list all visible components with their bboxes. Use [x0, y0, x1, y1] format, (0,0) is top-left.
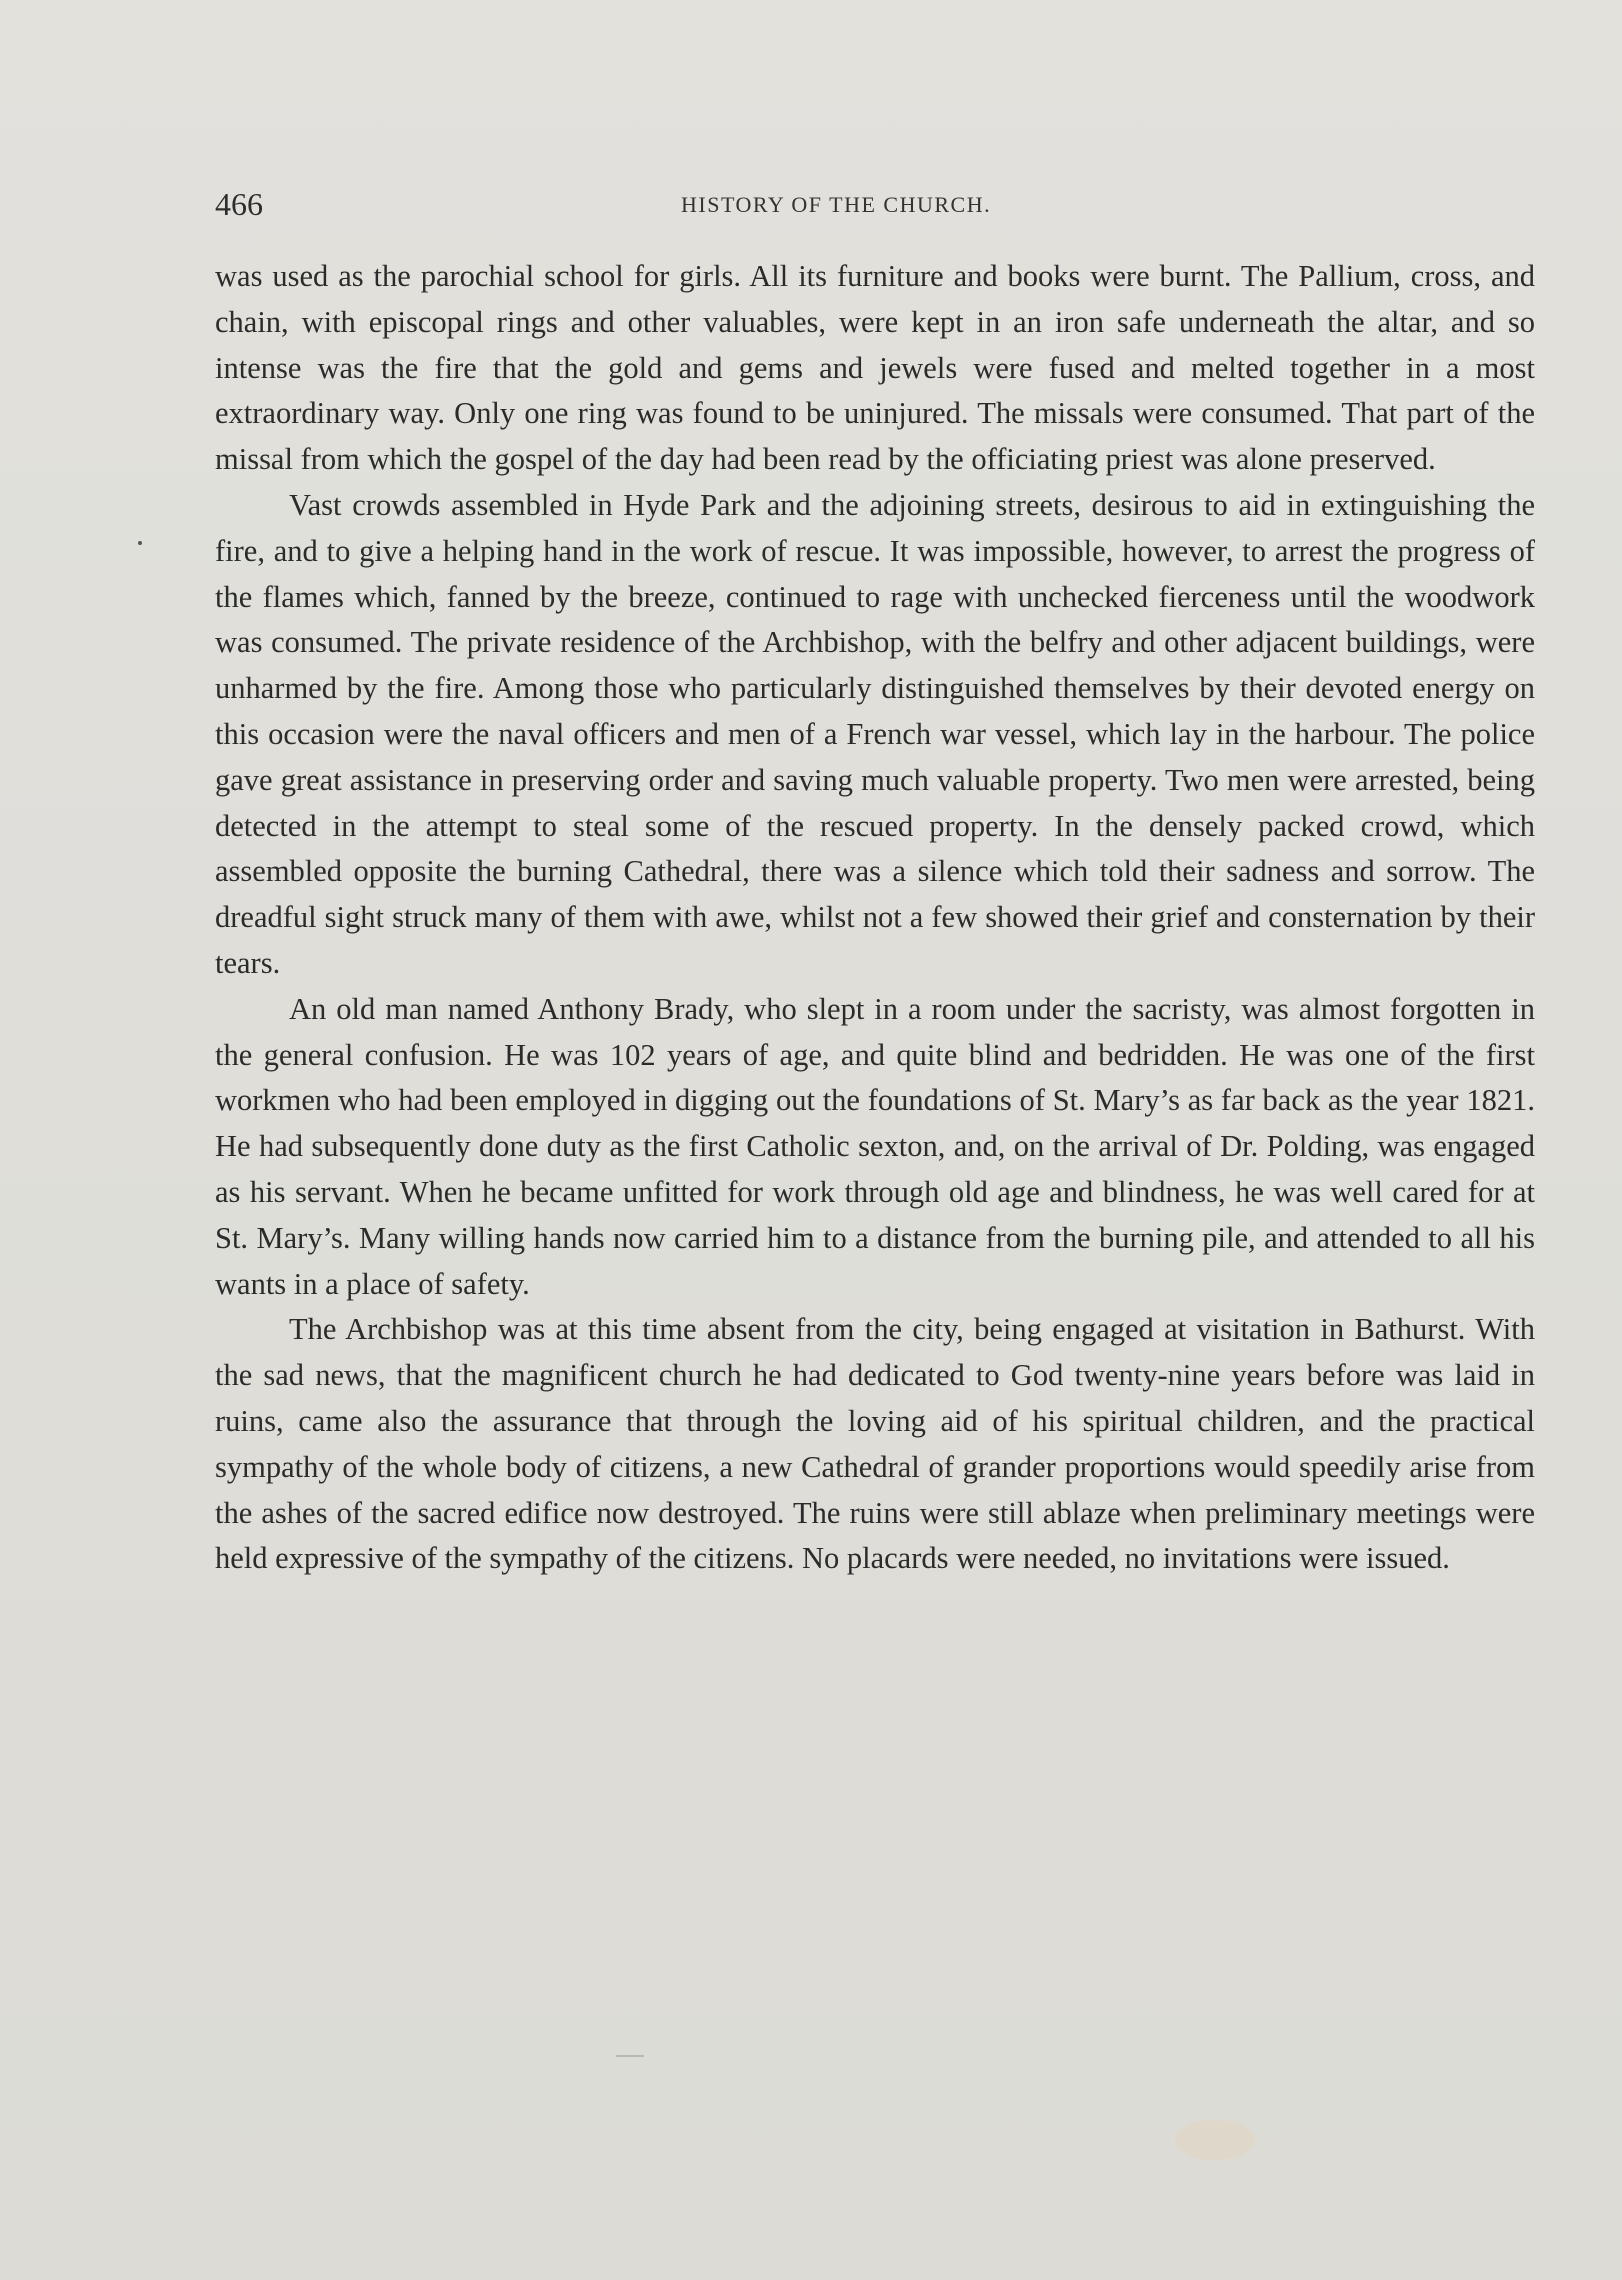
page-header	[215, 186, 1537, 226]
paragraph-2: Vast crowds assembled in Hyde Park and the adjoining streets, desirous to aid in extinguishing the fire, and to give a helping hand in the work of rescue. It was impossible, however, to arrest the progress of the flames which, fanned by the breeze, continued to rage with unchecked fierceness until the woodwork was consumed. The private residence of the Archbishop, with the belfry and other adjacent buildings, were unharmed by the fire. Among those who particularly distinguished themselves by their devoted energy on this occasion were the naval officers and men of a French war vessel, which lay in the harbour. The police gave great assistance in preserving order and saving much valuable property. Two men were arrested, being detected in the attempt to steal some of the rescued property. In the densely packed crowd, which assembled opposite the burning Cathedral, there was a silence which told their sadness and sorrow. The dreadful sight struck many of them with awe, whilst not a few showed their grief and consternation by their tears.	[215, 487, 1535, 980]
paragraph-1: was used as the parochial school for girls. All its furniture and books were burnt. The Pallium, cross, and chain, with episcopal rings and other valuables, were kept in an iron safe underneath the altar, and so intense was the fire that the gold and gems and jewels were fused and melted together in a most extraordinary way. Only one ring was found to be uninjured. The missals were consumed. That part of the missal from which the gospel of the day had been read by the officiating priest was alone preserved.	[215, 259, 1535, 477]
paragraph-4: The Archbishop was at this time absent from the city, being engaged at visitation in Bathurst. With the sad news, that the magnificent church he had dedicated to God twenty-nine years before was laid in ruins, came also the assurance that through the loving aid of his spiritual children, and the practical sympathy of the whole body of citizens, a new Cathedral of grander proportions would speedily arise from the ashes of the sacred edifice now destroyed. The ruins were still ablaze when preliminary meetings were held expressive of the sympathy of the citizens. No placards were needed, no invitations were issued.	[215, 1312, 1535, 1576]
running-head: HISTORY OF THE CHURCH.	[681, 192, 992, 217]
paragraph-3: An old man named Anthony Brady, who slept in a room under the sacristy, was almost forgotten in the general confusion. He was 102 years of age, and quite blind and bedridden. He was one of the first workmen who had been employed in digging out the foundations of St. Mary’s as far back as the year 1821. He had subsequently done duty as the first Catholic sexton, and, on the arrival of Dr. Polding, was engaged as his servant. When he became unfitted for work through old age and blindness, he was well cared for at St. Mary’s. Many willing hands now carried him to a distance from the burning pile, and attended to all his wants in a place of safety.	[215, 991, 1535, 1301]
page-number: 466	[215, 186, 263, 222]
body-text	[215, 254, 1535, 1582]
footer-rule	[616, 2055, 644, 2057]
ink-speck	[138, 541, 142, 545]
paper-stain	[1175, 2120, 1255, 2160]
